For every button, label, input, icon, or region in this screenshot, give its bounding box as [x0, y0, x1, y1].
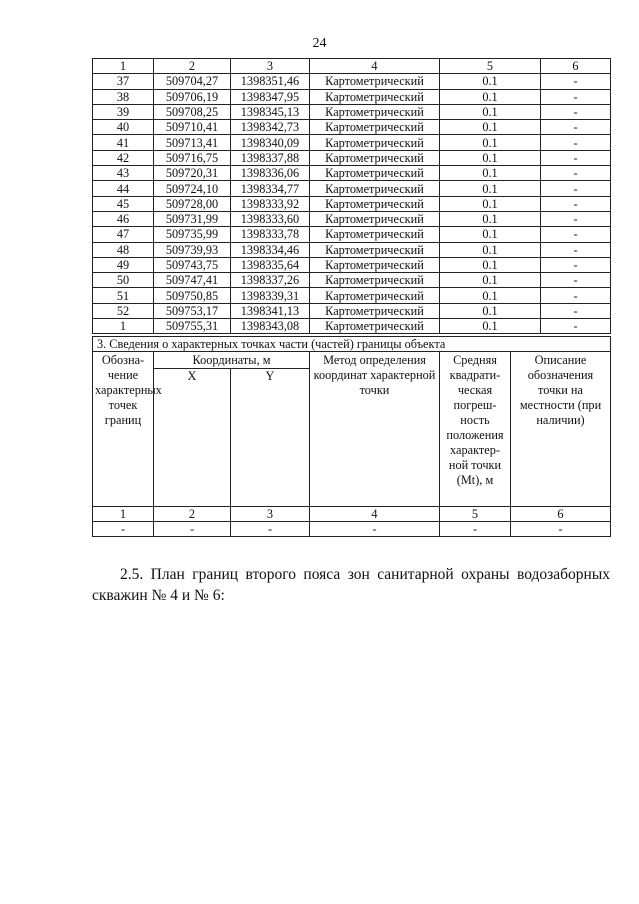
table-cell: Картометрический — [310, 242, 440, 257]
table-row — [93, 211, 611, 226]
table-cell: 42 — [93, 150, 154, 165]
table-cell: 0.1 — [440, 257, 541, 272]
table-cell: 48 — [93, 242, 154, 257]
table-cell: - — [440, 522, 511, 537]
table-cell: 1398341,13 — [231, 303, 310, 318]
header-y: Y — [231, 369, 310, 507]
table-cell: - — [93, 522, 154, 537]
table-row — [93, 227, 611, 242]
table-cell: Картометрический — [310, 166, 440, 181]
table-cell: 0.1 — [440, 303, 541, 318]
table-row — [93, 150, 611, 165]
table-cell: 51 — [93, 288, 154, 303]
header-designation: Обозна-чение характерных точек границ — [93, 352, 154, 507]
table-cell: - — [541, 211, 611, 226]
table-row — [93, 120, 611, 135]
table-cell: - — [541, 181, 611, 196]
table-cell: 2 — [154, 59, 231, 74]
table-cell: 1398333,78 — [231, 227, 310, 242]
table-cell: 0.1 — [440, 273, 541, 288]
header-x: X — [154, 369, 231, 507]
table-cell: Картометрический — [310, 135, 440, 150]
table-cell: Картометрический — [310, 74, 440, 89]
table-cell: 4 — [310, 507, 440, 522]
table-cell: 0.1 — [440, 319, 541, 334]
header-method: Метод определения координат характерной точки — [310, 352, 440, 507]
section3-table — [92, 336, 611, 537]
table-cell: 509747,41 — [154, 273, 231, 288]
table-cell: - — [541, 135, 611, 150]
table-cell: 37 — [93, 74, 154, 89]
table-cell: Картометрический — [310, 181, 440, 196]
table-cell: - — [541, 166, 611, 181]
table-cell: 0.1 — [440, 196, 541, 211]
table-cell: 509716,75 — [154, 150, 231, 165]
table-cell: 5 — [440, 59, 541, 74]
header-error: Средняя квадрати-ческая погреш-ность положения характер-ной точки (Мt), м — [440, 352, 511, 507]
table-cell: 50 — [93, 273, 154, 288]
table-cell: 1 — [93, 319, 154, 334]
table-cell: 1 — [93, 507, 154, 522]
table-cell: 1398334,77 — [231, 181, 310, 196]
table-cell: 509720,31 — [154, 166, 231, 181]
table-row — [93, 196, 611, 211]
table-cell: 41 — [93, 135, 154, 150]
table-cell: - — [541, 273, 611, 288]
table-cell: 0.1 — [440, 288, 541, 303]
numbers-row — [93, 507, 611, 522]
table-cell: - — [541, 196, 611, 211]
table-cell: - — [541, 303, 611, 318]
table-cell: - — [511, 522, 611, 537]
table-row — [93, 74, 611, 89]
table-cell: Картометрический — [310, 227, 440, 242]
table-cell: 1 — [93, 59, 154, 74]
table-cell: 39 — [93, 104, 154, 119]
table-cell: 509724,10 — [154, 181, 231, 196]
table-cell: 44 — [93, 181, 154, 196]
table-cell: - — [541, 89, 611, 104]
table-cell: 45 — [93, 196, 154, 211]
page-number: 24 — [312, 36, 327, 51]
table-cell: 1398347,95 — [231, 89, 310, 104]
table-cell: 509706,19 — [154, 89, 231, 104]
table-row — [93, 257, 611, 272]
table-row — [93, 166, 611, 181]
table-cell: 1398337,88 — [231, 150, 310, 165]
table-row — [93, 104, 611, 119]
table-cell: 509739,93 — [154, 242, 231, 257]
table-cell: Картометрический — [310, 303, 440, 318]
table-cell: 1398340,09 — [231, 135, 310, 150]
table-cell: - — [154, 522, 231, 537]
header-coordinates: Координаты, м — [154, 352, 310, 369]
table-cell: 1398336,06 — [231, 166, 310, 181]
table-cell: 4 — [310, 59, 440, 74]
table-cell: 0.1 — [440, 242, 541, 257]
table-cell: 0.1 — [440, 181, 541, 196]
table-cell: Картометрический — [310, 211, 440, 226]
table-cell: 3 — [231, 59, 310, 74]
table-cell: 38 — [93, 89, 154, 104]
table-cell: - — [541, 150, 611, 165]
table-cell: - — [541, 257, 611, 272]
table-cell: Картометрический — [310, 89, 440, 104]
table-cell: 0.1 — [440, 211, 541, 226]
table-cell: 6 — [511, 507, 611, 522]
table-cell: 0.1 — [440, 74, 541, 89]
table-cell: 47 — [93, 227, 154, 242]
table-cell: 1398333,60 — [231, 211, 310, 226]
table-row — [93, 89, 611, 104]
section-title: 3. Сведения о характерных точках части (частей) границы объекта — [93, 337, 611, 352]
table-cell: 509710,41 — [154, 120, 231, 135]
table-cell: - — [310, 522, 440, 537]
table-row — [93, 319, 611, 334]
table-cell: Картометрический — [310, 150, 440, 165]
table-cell: 0.1 — [440, 104, 541, 119]
table-cell: 3 — [231, 507, 310, 522]
table-cell: - — [231, 522, 310, 537]
table-cell: 509750,85 — [154, 288, 231, 303]
table-row — [93, 135, 611, 150]
table-cell: 52 — [93, 303, 154, 318]
table-cell: 1398343,08 — [231, 319, 310, 334]
table-cell: - — [541, 288, 611, 303]
table-cell: 509753,17 — [154, 303, 231, 318]
table-cell: 509735,99 — [154, 227, 231, 242]
table-cell: 0.1 — [440, 227, 541, 242]
table-cell: 509704,27 — [154, 74, 231, 89]
table-cell: 0.1 — [440, 135, 541, 150]
table-cell: 49 — [93, 257, 154, 272]
table-header-row — [93, 59, 611, 74]
table-cell: 46 — [93, 211, 154, 226]
empty-row — [93, 522, 611, 537]
coordinates-table — [92, 58, 611, 334]
table-cell: 5 — [440, 507, 511, 522]
table-cell: 1398335,64 — [231, 257, 310, 272]
table-cell: 1398337,26 — [231, 273, 310, 288]
table-cell: 0.1 — [440, 166, 541, 181]
header-description: Описание обозначения точки на местности (при наличии) — [511, 352, 611, 507]
table-row — [93, 273, 611, 288]
table-cell: - — [541, 227, 611, 242]
table-cell: Картометрический — [310, 120, 440, 135]
table-cell: 0.1 — [440, 89, 541, 104]
table-cell: 1398342,73 — [231, 120, 310, 135]
table-cell: 1398339,31 — [231, 288, 310, 303]
table-cell: 509713,41 — [154, 135, 231, 150]
table-cell: 6 — [541, 59, 611, 74]
section-paragraph: 2.5. План границ второго пояса зон санитарной охраны водозаборных скважин № 4 и № 6: — [92, 565, 610, 604]
table-cell: 0.1 — [440, 150, 541, 165]
table-row — [93, 303, 611, 318]
table-cell: - — [541, 120, 611, 135]
table-row — [93, 242, 611, 257]
table-cell: Картометрический — [310, 257, 440, 272]
table-row — [93, 288, 611, 303]
table-cell: - — [541, 104, 611, 119]
table-cell: 40 — [93, 120, 154, 135]
table-cell: Картометрический — [310, 273, 440, 288]
table-cell: 1398333,92 — [231, 196, 310, 211]
table-cell: 509728,00 — [154, 196, 231, 211]
table-cell: 0.1 — [440, 120, 541, 135]
table-cell: 1398345,13 — [231, 104, 310, 119]
table-cell: 509731,99 — [154, 211, 231, 226]
table-cell: 1398351,46 — [231, 74, 310, 89]
table-cell: 509743,75 — [154, 257, 231, 272]
table-cell: Картометрический — [310, 196, 440, 211]
table-cell: Картометрический — [310, 104, 440, 119]
table-cell: - — [541, 74, 611, 89]
table-cell: 2 — [154, 507, 231, 522]
table-cell: Картометрический — [310, 319, 440, 334]
table-cell: - — [541, 242, 611, 257]
table-cell: Картометрический — [310, 288, 440, 303]
table-row — [93, 181, 611, 196]
table-cell: - — [541, 319, 611, 334]
table-cell: 1398334,46 — [231, 242, 310, 257]
table-cell: 43 — [93, 166, 154, 181]
table-cell: 509708,25 — [154, 104, 231, 119]
table-cell: 509755,31 — [154, 319, 231, 334]
